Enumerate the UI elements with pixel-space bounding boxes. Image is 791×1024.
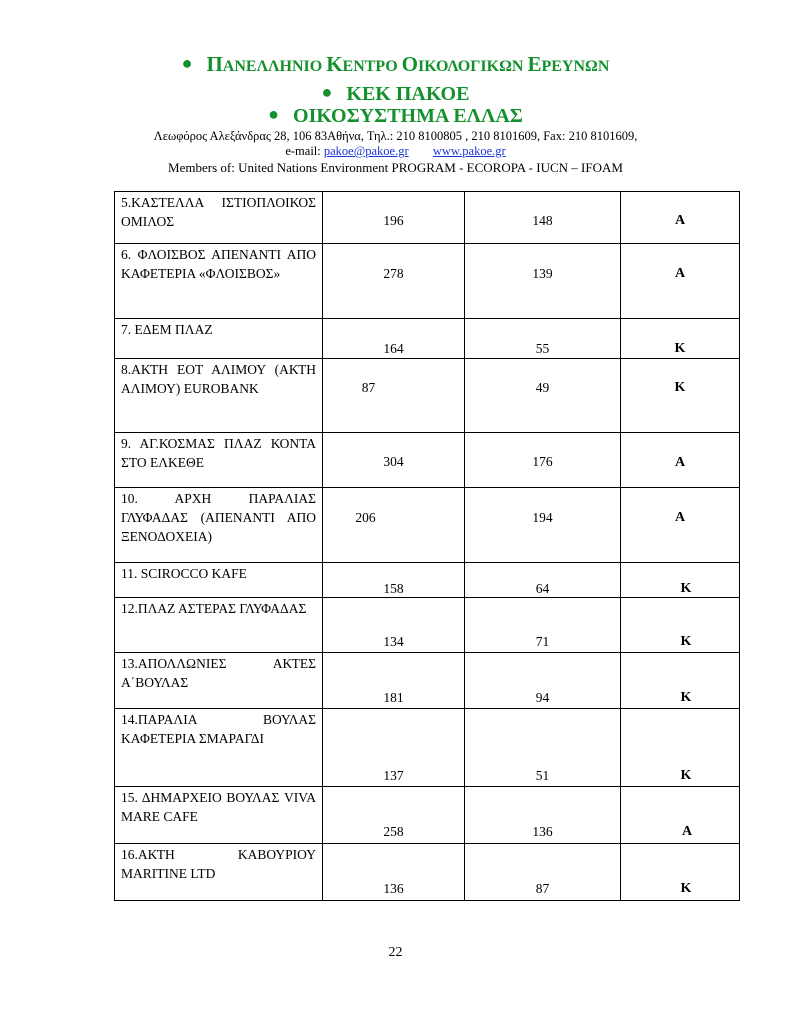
location-name: 9. ΑΓ.ΚΟΣΜΑΣ ΠΛΑΖ ΚΟΝΤΑ ΣΤΟ ΕΛΚΕΘΕ: [115, 433, 323, 488]
table-row: [115, 563, 740, 598]
grade: Α: [674, 213, 686, 228]
grade: Α: [674, 266, 686, 281]
grade: Κ: [680, 634, 692, 649]
value-2: 194: [532, 510, 553, 525]
grade: Α: [681, 824, 693, 839]
location-name: 15. ΔΗΜΑΡΧΕΙΟ ΒΟΥΛΑΣ VIVA MARE CAFE: [115, 787, 323, 844]
location-name: 16.ΑΚΤΗ ΚΑΒΟΥΡΙΟΥ MARITINE LTD: [115, 844, 323, 901]
grade: Κ: [680, 881, 692, 896]
table-row: [115, 244, 740, 319]
table-row: [115, 653, 740, 709]
bullet-icon: ●: [268, 104, 280, 124]
value-1: 196: [383, 213, 404, 228]
organization-name: ● ΠΑΝΕΛΛΗΝΙΟ ΚΕΝΤΡΟ ΟΙΚΟΛΟΓΙΚΩΝ ΕΡΕΥΝΩΝ: [181, 52, 610, 76]
location-name: 8.ΑΚΤΗ ΕΟΤ ΑΛΙΜΟΥ (ΑΚΤΗ ΑΛΙΜΟΥ) EUROBANK: [115, 359, 323, 433]
value-1: 164: [383, 341, 404, 356]
location-name: 7. ΕΔΕΜ ΠΛΑΖ: [115, 319, 323, 359]
table-row: [115, 598, 740, 653]
value-2: 94: [535, 690, 550, 705]
location-name: 14.ΠΑΡΑΛΙΑ ΒΟΥΛΑΣ ΚΑΦΕΤΕΡΙΑ ΣΜΑΡΑΓΔΙ: [115, 709, 323, 787]
org-ecosystem: ● ΟΙΚΟΣΥΣΤΗΜΑ ΕΛΛΑΣ: [268, 104, 523, 127]
grade: Κ: [680, 581, 692, 596]
table-row: [115, 787, 740, 844]
location-name: 11. SCIROCCO KAFE: [115, 563, 323, 598]
value-1: 206: [355, 510, 376, 525]
table-row: [115, 488, 740, 563]
value-1: 158: [383, 581, 404, 596]
value-1: 134: [383, 634, 404, 649]
bullet-icon: ●: [181, 53, 193, 73]
value-1: 258: [383, 824, 404, 839]
grade: Κ: [680, 690, 692, 705]
grade: Κ: [674, 380, 686, 395]
bullet-icon: ●: [321, 82, 333, 102]
grade: Κ: [674, 341, 686, 356]
value-2: 87: [535, 881, 550, 896]
value-2: 139: [532, 266, 553, 281]
value-2: 71: [535, 634, 550, 649]
location-name: 13.ΑΠΟΛΛΩΝΙΕΣ ΑΚΤΕΣ Α΄ΒΟΥΛΑΣ: [115, 653, 323, 709]
email-link[interactable]: pakoe@pakoe.gr: [323, 144, 409, 158]
grade: Α: [674, 510, 686, 525]
location-name: 12.ΠΛΑΖ ΑΣΤΕΡΑΣ ΓΛΥΦΑΔΑΣ: [115, 598, 323, 653]
value-1: 278: [383, 266, 404, 281]
value-2: 148: [532, 213, 553, 228]
table-row: [115, 844, 740, 901]
table-row: [115, 359, 740, 433]
memberships: Members of: United Nations Environment PROGRAM - ECOROPA - IUCN – IFOAM: [168, 160, 623, 175]
value-1: 181: [383, 690, 404, 705]
value-1: 87: [361, 380, 376, 395]
address: Λεωφόρος Αλεξάνδρας 28, 106 83Αθήνα, Τηλ.: 210 8100805 , 210 8101609, Fax: 210 8101609,: [153, 129, 638, 143]
results-table: [114, 191, 740, 901]
location-name: 10. ΑΡΧΗ ΠΑΡΑΛΙΑΣ ΓΛΥΦΑΔΑΣ (ΑΠΕΝΑΝΤΙ ΑΠΟ ΞΕΝΟΔΟΧΕΙΑ): [115, 488, 323, 563]
location-name: 6. ΦΛΟΙΣΒΟΣ ΑΠΕΝΑΝΤΙ ΑΠΟ ΚΑΦΕΤΕΡΙΑ «ΦΛΟΙΣΒΟΣ»: [115, 244, 323, 319]
value-2: 49: [535, 380, 550, 395]
value-1: 137: [383, 768, 404, 783]
value-2: 136: [532, 824, 553, 839]
table-row: [115, 433, 740, 488]
grade: Α: [674, 455, 686, 470]
value-1: 304: [383, 454, 404, 469]
website-link[interactable]: www.pakoe.gr: [432, 144, 506, 158]
value-2: 51: [535, 768, 550, 783]
value-2: 55: [535, 341, 550, 356]
location-name: 5.ΚΑΣΤΕΛΛΑ ΙΣΤΙΟΠΛΟΙΚΟΣ ΟΜΙΛΟΣ: [115, 192, 323, 244]
table-row: [115, 709, 740, 787]
grade: Κ: [680, 768, 692, 783]
value-2: 64: [535, 581, 550, 596]
table-row: [115, 319, 740, 359]
table-row: [115, 192, 740, 244]
contact-line: e-mail: pakoe@pakoe.gr www.pakoe.gr: [285, 144, 506, 158]
value-1: 136: [383, 881, 404, 896]
org-subtitle: ● ΚΕΚ ΠΑΚΟΕ: [321, 82, 470, 105]
value-2: 176: [532, 454, 553, 469]
page-number: 22: [388, 945, 403, 960]
